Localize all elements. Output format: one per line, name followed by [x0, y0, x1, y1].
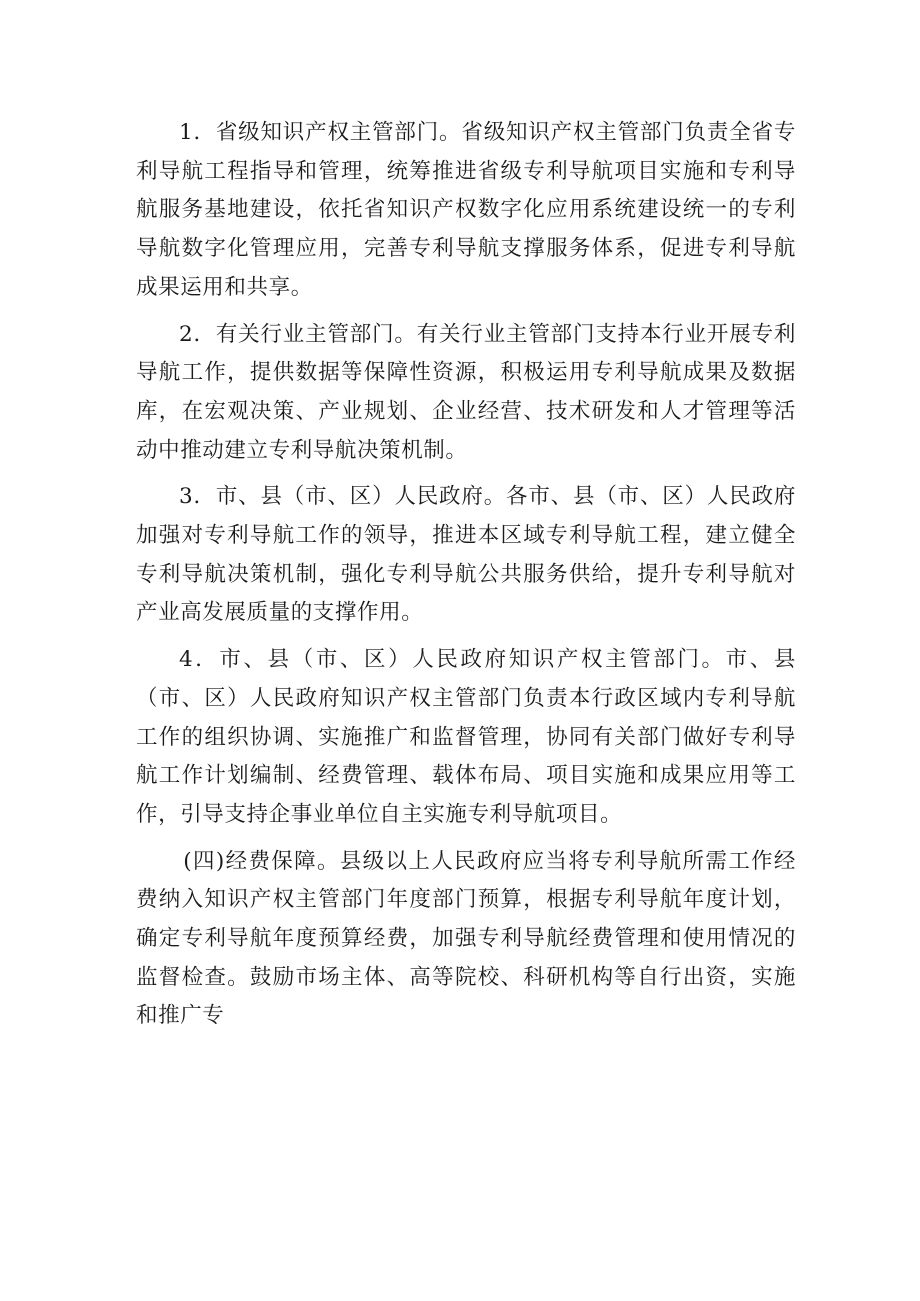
paragraph-provincial-ip-department: 1．省级知识产权主管部门。省级知识产权主管部门负责全省专利导航工程指导和管理，统筹推进省级专利导航项目实施和专利导航服务基地建设，依托省知识产权数字化应用系统建设统一的专利导航数字化管理应用，完善专利导航支撑服务体系，促进专利导航成果运用和共享。	[136, 120, 796, 300]
document-body	[136, 114, 796, 1044]
paragraph-industry-departments: 2．有关行业主管部门。有关行业主管部门支持本行业开展专利导航工作，提供数据等保障性资源，积极运用专利导航成果及数据库，在宏观决策、产业规划、企业经营、技术研发和人才管理等活动中推动建立专利导航决策机制。	[136, 321, 796, 463]
paragraph-city-county-ip-department: 4．市、县（市、区）人民政府知识产权主管部门。市、县（市、区）人民政府知识产权主管部门负责本行政区域内专利导航工作的组织协调、实施推广和监督管理，协同有关部门做好专利导航工作计划编制、经费管理、载体布局、项目实施和成果应用等工作，引导支持企事业单位自主实施专利导航项目。	[136, 647, 796, 827]
paragraph-city-county-government: 3．市、县（市、区）人民政府。各市、县（市、区）人民政府加强对专利导航工作的领导，推进本区域专利导航工程，建立健全专利导航决策机制，强化专利导航公共服务供给，提升专利导航对产业高发展质量的支撑作用。	[136, 484, 796, 626]
paragraph-funding-guarantee: (四)经费保障。县级以上人民政府应当将专利导航所需工作经费纳入知识产权主管部门年度部门预算，根据专利导航年度计划，确定专利导航年度预算经费，加强专利导航经费管理和使用情况的监督检查。鼓励市场主体、高等院校、科研机构等自行出资，实施和推广专	[136, 848, 796, 1029]
